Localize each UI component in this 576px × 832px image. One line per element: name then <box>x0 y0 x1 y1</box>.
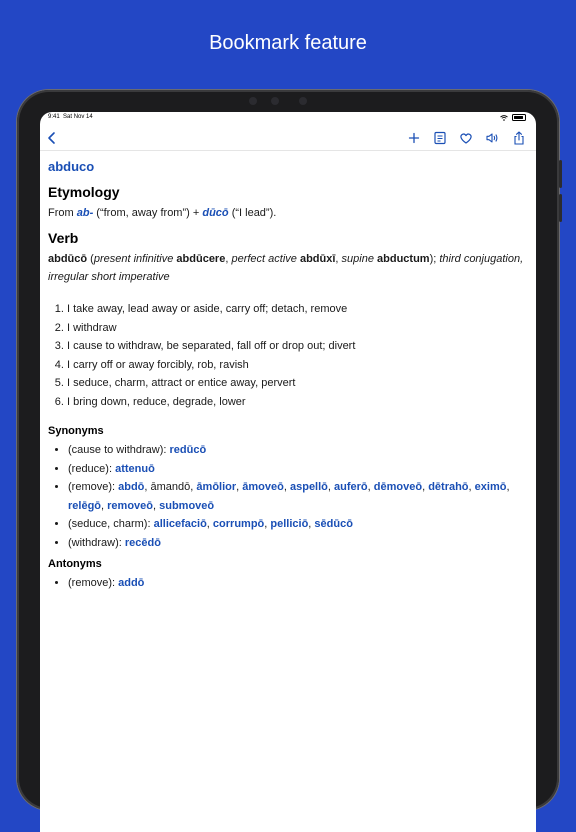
synonym-label: (cause to withdraw): <box>68 444 167 456</box>
sense-item: 6. I bring down, reduce, degrade, lower <box>67 393 528 412</box>
word-link[interactable]: attenuō <box>115 462 155 475</box>
sense-item: 4. I carry off or away forcibly, rob, ravish <box>67 356 528 375</box>
word-link[interactable]: āmoveō <box>242 481 284 493</box>
bookmark-button[interactable] <box>458 130 474 146</box>
word-link[interactable]: addō <box>118 577 145 589</box>
word-link[interactable]: submoveō <box>159 499 215 512</box>
word-link[interactable]: aspellō <box>289 481 328 493</box>
etymology-from: From <box>48 207 74 219</box>
chevron-left-icon <box>44 130 60 146</box>
word-link[interactable]: removeō <box>107 499 153 512</box>
sense-list <box>48 300 528 411</box>
entry-headword: abduco <box>48 159 95 174</box>
speaker-icon <box>484 130 500 146</box>
battery-icon <box>512 114 526 121</box>
sense-item: 2. I withdraw <box>67 319 528 338</box>
etymology-text <box>48 204 528 222</box>
word-link[interactable]: sēdūcō <box>314 518 353 530</box>
sense-item: 5. I seduce, charm, attract or entice away, pervert <box>67 374 528 393</box>
plain-word: āmandō <box>150 481 191 493</box>
antonym-item <box>68 574 528 593</box>
wifi-icon <box>500 115 508 121</box>
etymology-root-link[interactable]: dūcō <box>202 207 229 219</box>
word-link[interactable]: dētrahō <box>428 481 469 493</box>
present-infinitive-label: present infinitive <box>93 253 174 265</box>
note-icon <box>432 130 448 146</box>
status-time: 9:41 <box>48 114 60 120</box>
word-link[interactable]: pelliciō <box>270 518 309 530</box>
word-link[interactable]: auferō <box>334 481 368 493</box>
volume-button <box>559 160 562 188</box>
synonym-item <box>68 534 528 553</box>
back-button[interactable] <box>44 130 60 146</box>
verb-heading: Verb <box>48 230 79 246</box>
sensor-dot <box>271 97 279 105</box>
synonym-label: (remove): <box>68 481 116 493</box>
word-link[interactable]: āmōlior <box>196 481 237 493</box>
word-link[interactable]: eximō <box>474 481 507 493</box>
synonym-item: • (remove): abdō, āmandō, āmōlior, āmoveō, aspellō, auferō, dēmoveō, dētrahō, eximō, relēgō, removeō, submoveō <box>68 478 528 515</box>
synonyms-heading: Synonyms <box>48 425 104 437</box>
word-link[interactable]: corrumpō <box>212 518 265 530</box>
verb-principal-parts: abdūcō (present infinitive abdūcere, perfect active abdūxī, supine abductum); third conjugation, irregular short imperative <box>48 253 524 283</box>
antonym-label: (remove): <box>68 577 116 589</box>
status-indicators <box>500 114 526 121</box>
synonym-list <box>48 441 528 552</box>
word-link[interactable]: allicefaciō <box>153 518 207 530</box>
synonym-label: (reduce): <box>68 462 113 475</box>
pronounce-button[interactable] <box>484 130 500 146</box>
word-link[interactable]: abdō <box>118 481 145 493</box>
entry-content <box>40 151 536 593</box>
perfect-active-form: abdūxī <box>299 253 336 265</box>
share-button[interactable] <box>511 130 527 146</box>
word-link[interactable]: relēgō <box>68 499 102 512</box>
heart-icon <box>458 130 474 146</box>
supine-form: abductum <box>377 253 430 265</box>
status-time-date <box>48 114 93 120</box>
antonym-list <box>48 574 528 593</box>
status-date: Sat Nov 14 <box>63 114 93 120</box>
synonym-item: • (seduce, charm): allicefaciō, corrumpō, pelliciō, sēdūcō <box>68 515 528 534</box>
camera-housing <box>249 97 329 105</box>
toolbar <box>40 124 536 151</box>
notes-button[interactable] <box>432 130 448 146</box>
sense-item: 3. I cause to withdraw, be separated, fall off or drop out; divert <box>67 337 528 356</box>
volume-button <box>559 194 562 222</box>
app-screen <box>40 112 536 832</box>
etymology-prefix-link[interactable]: ab- <box>76 207 94 219</box>
supine-label: supine <box>341 253 374 265</box>
sensor-dot <box>249 97 257 105</box>
sense-item: 1. I take away, lead away or aside, carry off; detach, remove <box>67 300 528 319</box>
promo-headline: Bookmark feature <box>209 32 367 54</box>
word-link[interactable]: dēmoveō <box>373 481 423 493</box>
antonyms-heading: Antonyms <box>48 558 102 570</box>
add-button[interactable] <box>406 130 422 146</box>
synonym-item <box>68 460 528 479</box>
front-camera <box>299 97 307 105</box>
share-icon <box>511 130 527 146</box>
plus-icon <box>406 130 422 146</box>
etymology-prefix-gloss: (“from, away from”) + <box>96 207 200 219</box>
synonym-item <box>68 441 528 460</box>
word-link[interactable]: recēdō <box>124 536 161 549</box>
verb-lemma: abdūcō <box>48 253 88 265</box>
synonym-label: (seduce, charm): <box>68 518 151 530</box>
etymology-root-gloss: (“I lead”). <box>231 207 277 219</box>
synonym-label: (withdraw): <box>68 536 122 549</box>
status-bar <box>40 112 536 124</box>
word-link[interactable]: redūcō <box>169 444 207 456</box>
etymology-heading: Etymology <box>48 184 120 200</box>
tablet-frame <box>17 90 559 810</box>
perfect-active-label: perfect active <box>231 253 297 265</box>
present-infinitive-form: abdūcere <box>176 253 226 265</box>
conjugation-note: third conjugation, irregular short imperative <box>48 253 524 283</box>
